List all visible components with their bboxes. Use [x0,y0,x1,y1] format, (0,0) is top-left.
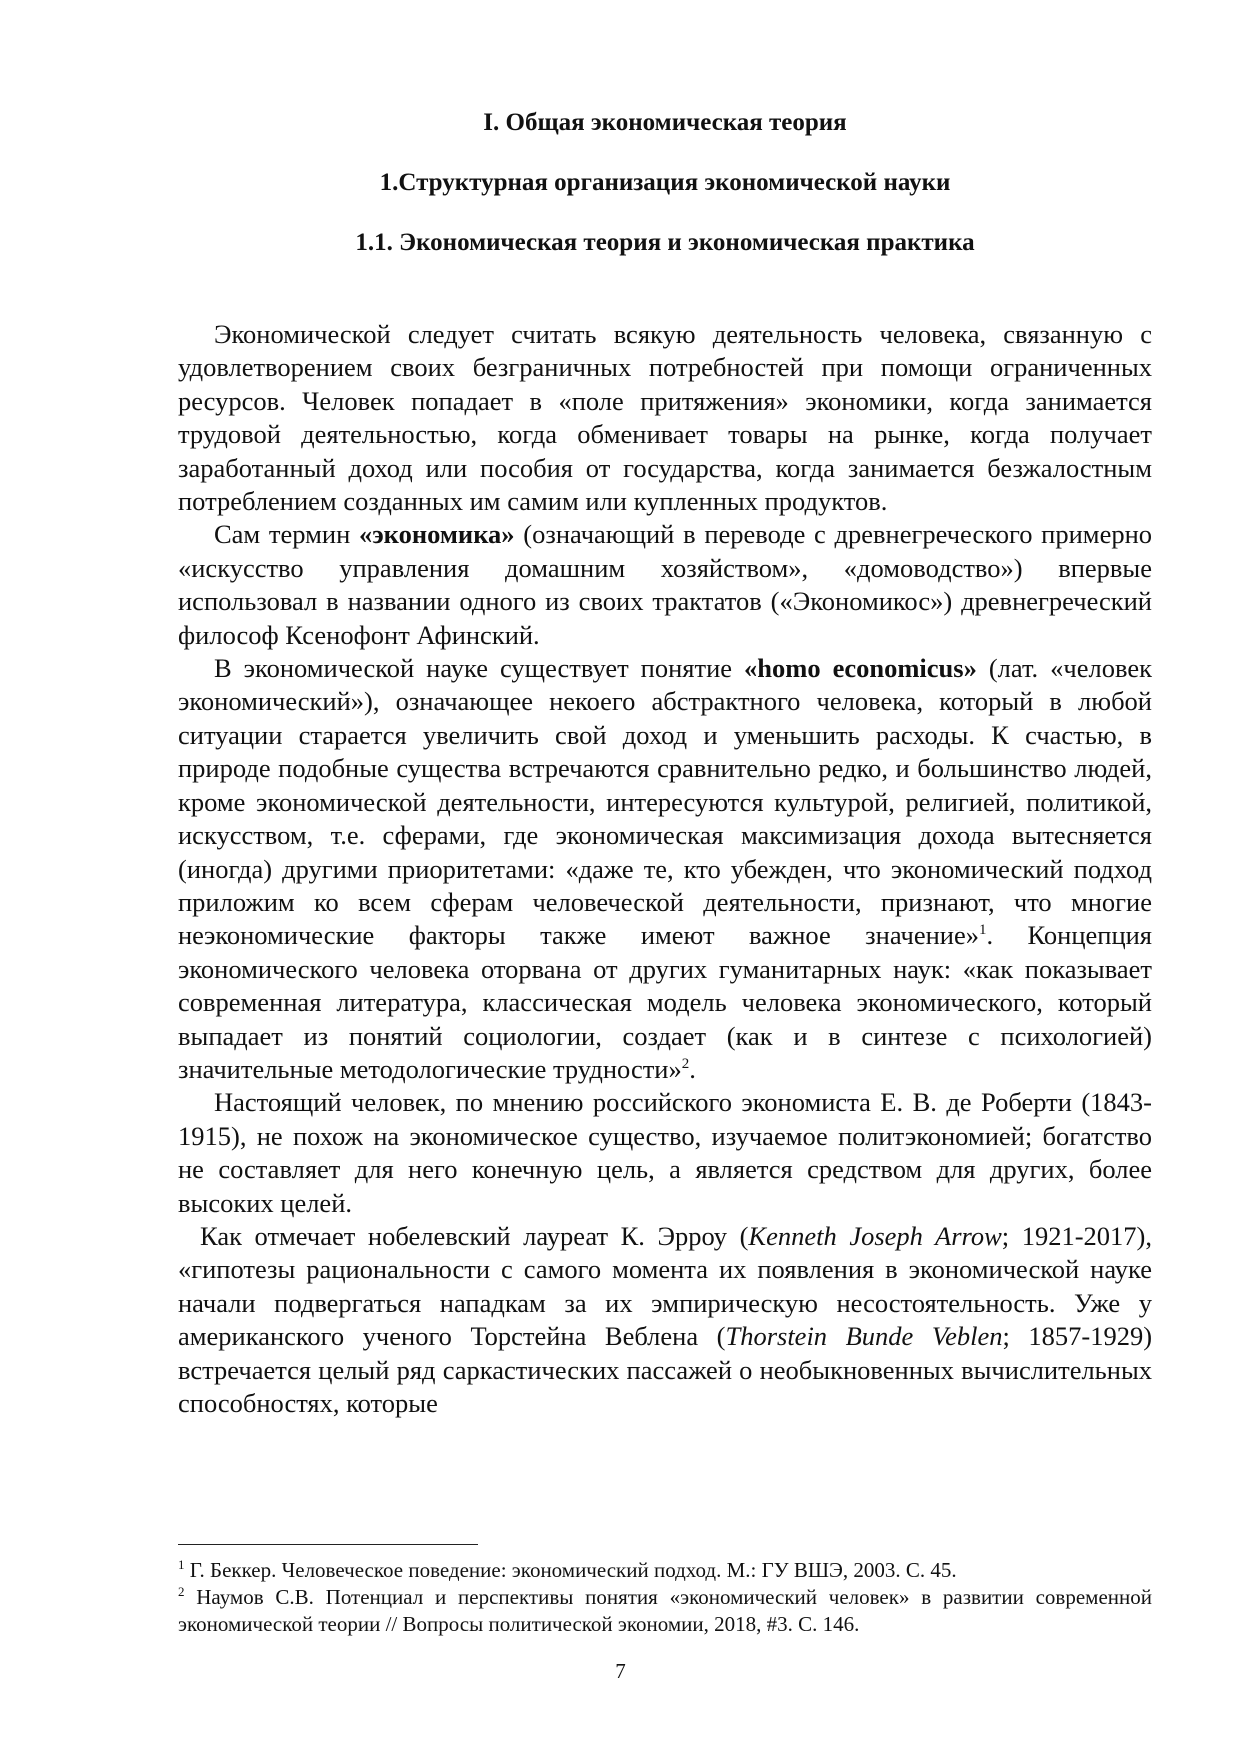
name-veblen-italic: Thorstein Bunde Veblen [725,1321,1003,1352]
paragraph-3-text-start: В экономической науке существует понятие [214,653,745,684]
paragraph-5-text-3: ; 1857-1929) встречается целый ряд саркастических пассажей о необыкновенных вычислительных способностях, которые [178,1321,1153,1418]
footnote-1-text: Г. Беккер. Человеческое поведение: экономический подход. М.: ГУ ВШЭ, 2003. С. 45. [184,1558,957,1582]
paragraph-3 [178,652,1152,1086]
footnote-2 [178,1584,1152,1638]
footnote-ref-1[interactable]: 1 [978,922,987,939]
section-heading: 1.1. Экономическая теория и экономическая практика [355,229,975,256]
paragraph-5-text-2: ; 1921-2017), «гипотезы рациональности с самого момента их появления в экономической науке начали подвергаться нападкам за их эмпирическую несостоятельность. Уже у американского ученого Торстейна Веблена ( [178,1220,1152,1352]
footnote-1-mark: 1 [178,1557,185,1572]
paragraph-3-text-end: . [689,1053,696,1084]
footnotes [178,1557,1152,1638]
paragraph-2 [178,518,1152,652]
footnote-ref-2[interactable]: 2 [681,1056,690,1073]
paragraph-3-text-middle: (лат. «человек экономический»), означающее некоего абстрактного человека, который в любой ситуации старается увеличить свой доход и уменьшить расходы. К счастью, в природе подобные существа встречаются сравнительно редко, и большинство людей, кроме экономической деятельности, интересуются культурой, религией, политикой, искусством, т.е. сферами, где экономическая максимизация дохода вытесняется (иногда) другими приоритетами: «даже те, кто убежден, что экономический подход приложим ко всем сферам человеческой деятельности, признают, что многие неэкономические факторы также имеют важное значение» [178,653,1152,951]
footnote-1 [178,1557,1152,1584]
term-economics: «экономика» [358,519,515,550]
part-heading: I. Общая экономическая теория [483,109,847,136]
paragraph-3-text-after: . Концепция экономического человека оторвана от других гуманитарных наук: «как показывает современная литература, классическая модель человека экономического, который выпадает из понятий социологии, создает (как и в синтезе с психологией) значительные методологические трудности» [178,920,1152,1084]
footnote-2-text: Наумов С.В. Потенциал и перспективы понятия «экономический человек» в развитии современной экономической теории // Вопросы политической экономии, 2018, #3. С. 146. [178,1585,1152,1636]
paragraph-5-text-1: Как отмечает нобелевский лауреат К. Эрроу ( [200,1220,749,1251]
paragraph-5 [178,1220,1152,1420]
body-text [178,318,1152,1420]
chapter-heading: 1.Структурная организация экономической науки [379,169,951,196]
term-homo-economicus: «homo economicus» [744,653,977,684]
footnote-2-mark: 2 [178,1584,185,1599]
paragraph-4: Настоящий человек, по мнению российского экономиста Е. В. де Роберти (1843-1915), не похож на экономическое существо, изучаемое политэкономией; богатство не составляет для него конечную цель, а является средством для других, более высоких целей. [178,1087,1152,1218]
paragraph-2-text-start: Сам термин [214,519,359,550]
paragraph-2-text-end: (означающий в переводе с древнегреческого примерно «искусство управления домашним хозяйством», «домоводство») впервые использовал в названии одного из своих трактатов («Экономикос») древнегреческий философ Ксенофонт Афинский. [178,519,1153,650]
name-arrow-italic: Kenneth Joseph Arrow [748,1220,1002,1251]
footnote-separator [178,1544,478,1545]
page-number: 7 [615,1659,626,1683]
paragraph-1: Экономической следует считать всякую деятельность человека, связанную с удовлетворением своих безграничных потребностей при помощи ограниченных ресурсов. Человек попадает в «поле притяжения» экономики, когда занимается трудовой деятельностью, когда обменивает товары на рынке, когда получает заработанный доход или пособия от государства, когда занимается безжалостным потреблением созданных им самим или купленных продуктов. [178,319,1152,517]
